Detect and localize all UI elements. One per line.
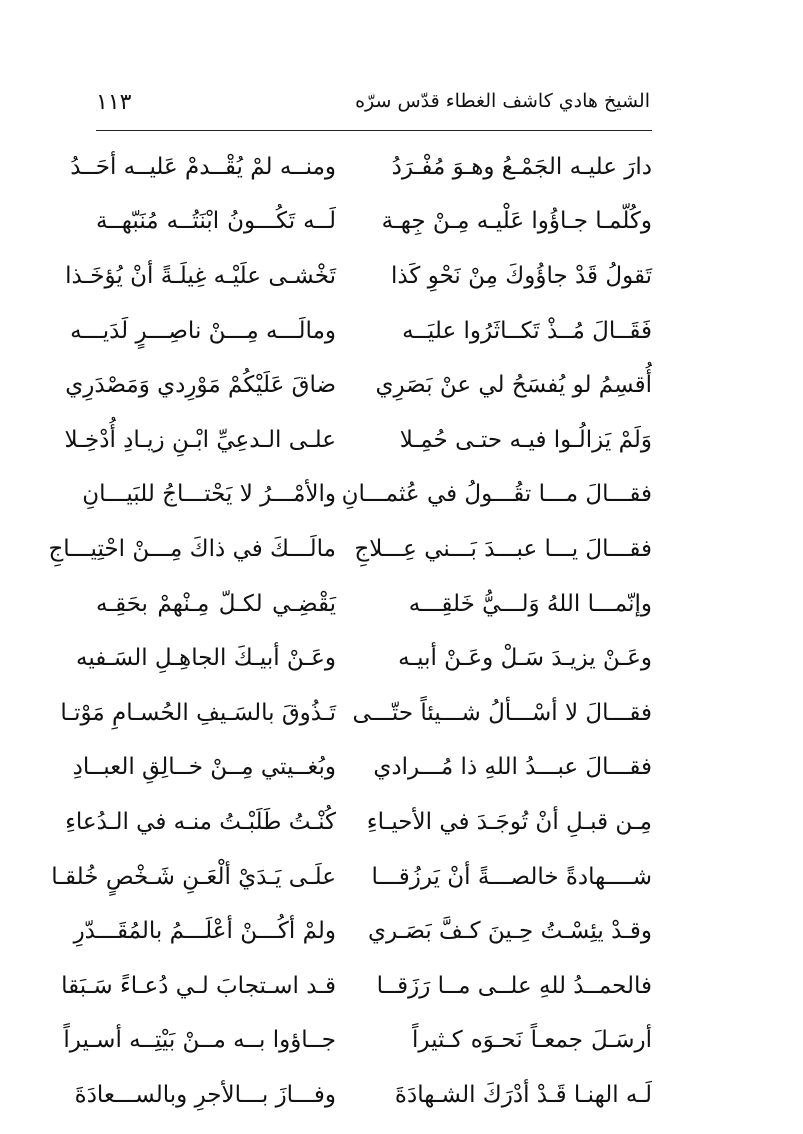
verse-second-hemistich: علَـى يَـدَيْ ألْعَـنِ شَـخْصٍ خُلقـا bbox=[51, 863, 336, 890]
verse-first-hemistich: وَلَمْ يَزالُـوا فيـه حتـى حُمِـلا bbox=[399, 426, 652, 453]
verse-row bbox=[70, 140, 652, 195]
verse-row bbox=[96, 195, 652, 250]
verse-row bbox=[63, 1014, 652, 1069]
verse-row bbox=[61, 959, 652, 1014]
verse-first-hemistich: فقـــالَ مـــا تقُـــولُ في عُثمـــانِ bbox=[341, 481, 652, 508]
verse-row bbox=[73, 904, 652, 959]
verse-first-hemistich: أرسَـلَ جمعـاً نَحـوَه كـثيراً bbox=[412, 1027, 652, 1054]
verse-second-hemistich: وبُغــيتي مِــنْ خــالِقِ العبــادِ bbox=[72, 754, 336, 781]
verse-second-hemistich: وفـــازَ بـــالأجرِ وبالســـعادَةَ bbox=[74, 1081, 336, 1108]
verse-first-hemistich: لَـه الهنـا قَـدْ أدْرَكَ الشـهادَةَ bbox=[394, 1081, 652, 1108]
verse-second-hemistich: لَــه تَكُـــونُ ابْنَتُــه مُنَبّهــة bbox=[96, 208, 336, 235]
page-header bbox=[96, 84, 650, 128]
verse-second-hemistich: تَـذُوقَ بالسَـيفِ الحُسـامِ مَوْتـا bbox=[60, 699, 336, 726]
verse-second-hemistich: كُنْـتُ طَلَبْـتُ منـه في الـدُعاءِ bbox=[65, 808, 336, 835]
verse-row bbox=[65, 358, 652, 413]
verse-second-hemistich: والأمْـــرُ لا يَحْتـــاجُ للبَيـــانِ bbox=[82, 481, 336, 508]
verse-row bbox=[76, 631, 652, 686]
verse-row bbox=[48, 522, 652, 577]
verse-first-hemistich: فالحمــدُ للهِ علــى مــا رَزَقــا bbox=[376, 972, 652, 999]
verse-first-hemistich: أُقسِمُ لو يُفسَحُ لي عنْ بَصَرِي bbox=[375, 372, 652, 399]
verse-row bbox=[60, 686, 652, 741]
verse-first-hemistich: فقـــالَ عبـــدُ اللهِ ذا مُـــرادي bbox=[373, 754, 652, 781]
verse-first-hemistich: فَقَــالَ مُــذْ تَكــاثَرُوا عليَــه bbox=[402, 317, 652, 344]
verse-second-hemistich: علـى الـدعِيِّ ابْـنِ زيـادِ أُدْخِـلا bbox=[64, 426, 336, 453]
verse-first-hemistich: وقـدْ يئِسْـتُ حِـينَ كـفَّ بَصَـري bbox=[367, 918, 652, 945]
header-rule bbox=[96, 130, 652, 131]
verse-second-hemistich: ومنــه لمْ يُقْــدمْ عَليــه أحَــدُ bbox=[70, 153, 336, 180]
verse-second-hemistich: ضاقَ عَلَيْكُمْ مَوْرِدي وَمَصْدَرِي bbox=[65, 372, 336, 399]
verse-row bbox=[70, 304, 652, 359]
verse-first-hemistich: دارَ عليـه الجَمْـعُ وهـوَ مُفْـرَدُ bbox=[391, 153, 652, 180]
verse-first-hemistich: تَقولُ قَدْ جاؤُوكَ مِنْ نَحْوِ كَذا bbox=[390, 262, 652, 289]
verse-first-hemistich: مِـن قبـلِ أنْ تُوجَـدَ في الأحيـاءِ bbox=[366, 808, 652, 835]
verse-first-hemistich: وإنّمـــا اللهُ وَلـــيُّ خَلقِـــه bbox=[408, 590, 652, 617]
verse-second-hemistich: يَقْضِـي لكـلّ مِـنْهمْ بحَقِـه bbox=[96, 590, 336, 617]
verse-second-hemistich: مالَـــكَ في ذاكَ مِـــنْ احْتِيـــاجِ bbox=[48, 535, 336, 562]
verse-second-hemistich: ولمْ أكُـــنْ أعْلَـــمُ بالمُقَـــدّرِ bbox=[73, 918, 336, 945]
verse-second-hemistich: تَخْشـى علَيْـه غِيلَـةً أنْ يُؤخَـذا bbox=[65, 262, 336, 289]
verse-row bbox=[96, 577, 652, 632]
verse-row bbox=[64, 413, 652, 468]
verse-row bbox=[65, 795, 652, 850]
verse-row bbox=[65, 249, 652, 304]
running-title: الشيخ هادي كاشف الغطاء قدّس سرّه bbox=[355, 90, 650, 112]
verse-second-hemistich: وعَـنْ أبيـكَ الجاهِـلِ السَـفيه bbox=[76, 645, 336, 672]
verse-row bbox=[74, 1068, 652, 1123]
verse-first-hemistich: فقـــالَ لا أسْـــألُ شـــيئاً حتّـــى bbox=[352, 699, 652, 726]
verse-row bbox=[72, 741, 652, 796]
verse-second-hemistich: قـد اسـتجابَ لـي دُعـاءً سَـبَقا bbox=[61, 972, 336, 999]
verse-first-hemistich: وكُلّمـا جـاؤُوا عَلْيـه مِـنْ جِهـة bbox=[381, 208, 652, 235]
verse-second-hemistich: ومالَـــه مِـــنْ ناصِـــرٍ لَدَيـــه bbox=[70, 317, 336, 344]
poem bbox=[48, 140, 652, 1123]
verse-first-hemistich: فقـــالَ يـــا عبـــدَ بَـــني عِـــلاجِ bbox=[354, 535, 652, 562]
verse-row bbox=[82, 468, 652, 523]
verse-first-hemistich: شــــهادةً خالصـــةً أنْ يَرزُقـــا bbox=[371, 863, 652, 890]
page-number: ١١٣ bbox=[96, 90, 132, 115]
verse-second-hemistich: جــاؤوا بــه مــنْ بَيْتِــه أسـيراً bbox=[63, 1027, 336, 1054]
verse-row bbox=[51, 850, 652, 905]
verse-first-hemistich: وعَـنْ يزيـدَ سَـلْ وعَـنْ أبيـه bbox=[398, 645, 652, 672]
